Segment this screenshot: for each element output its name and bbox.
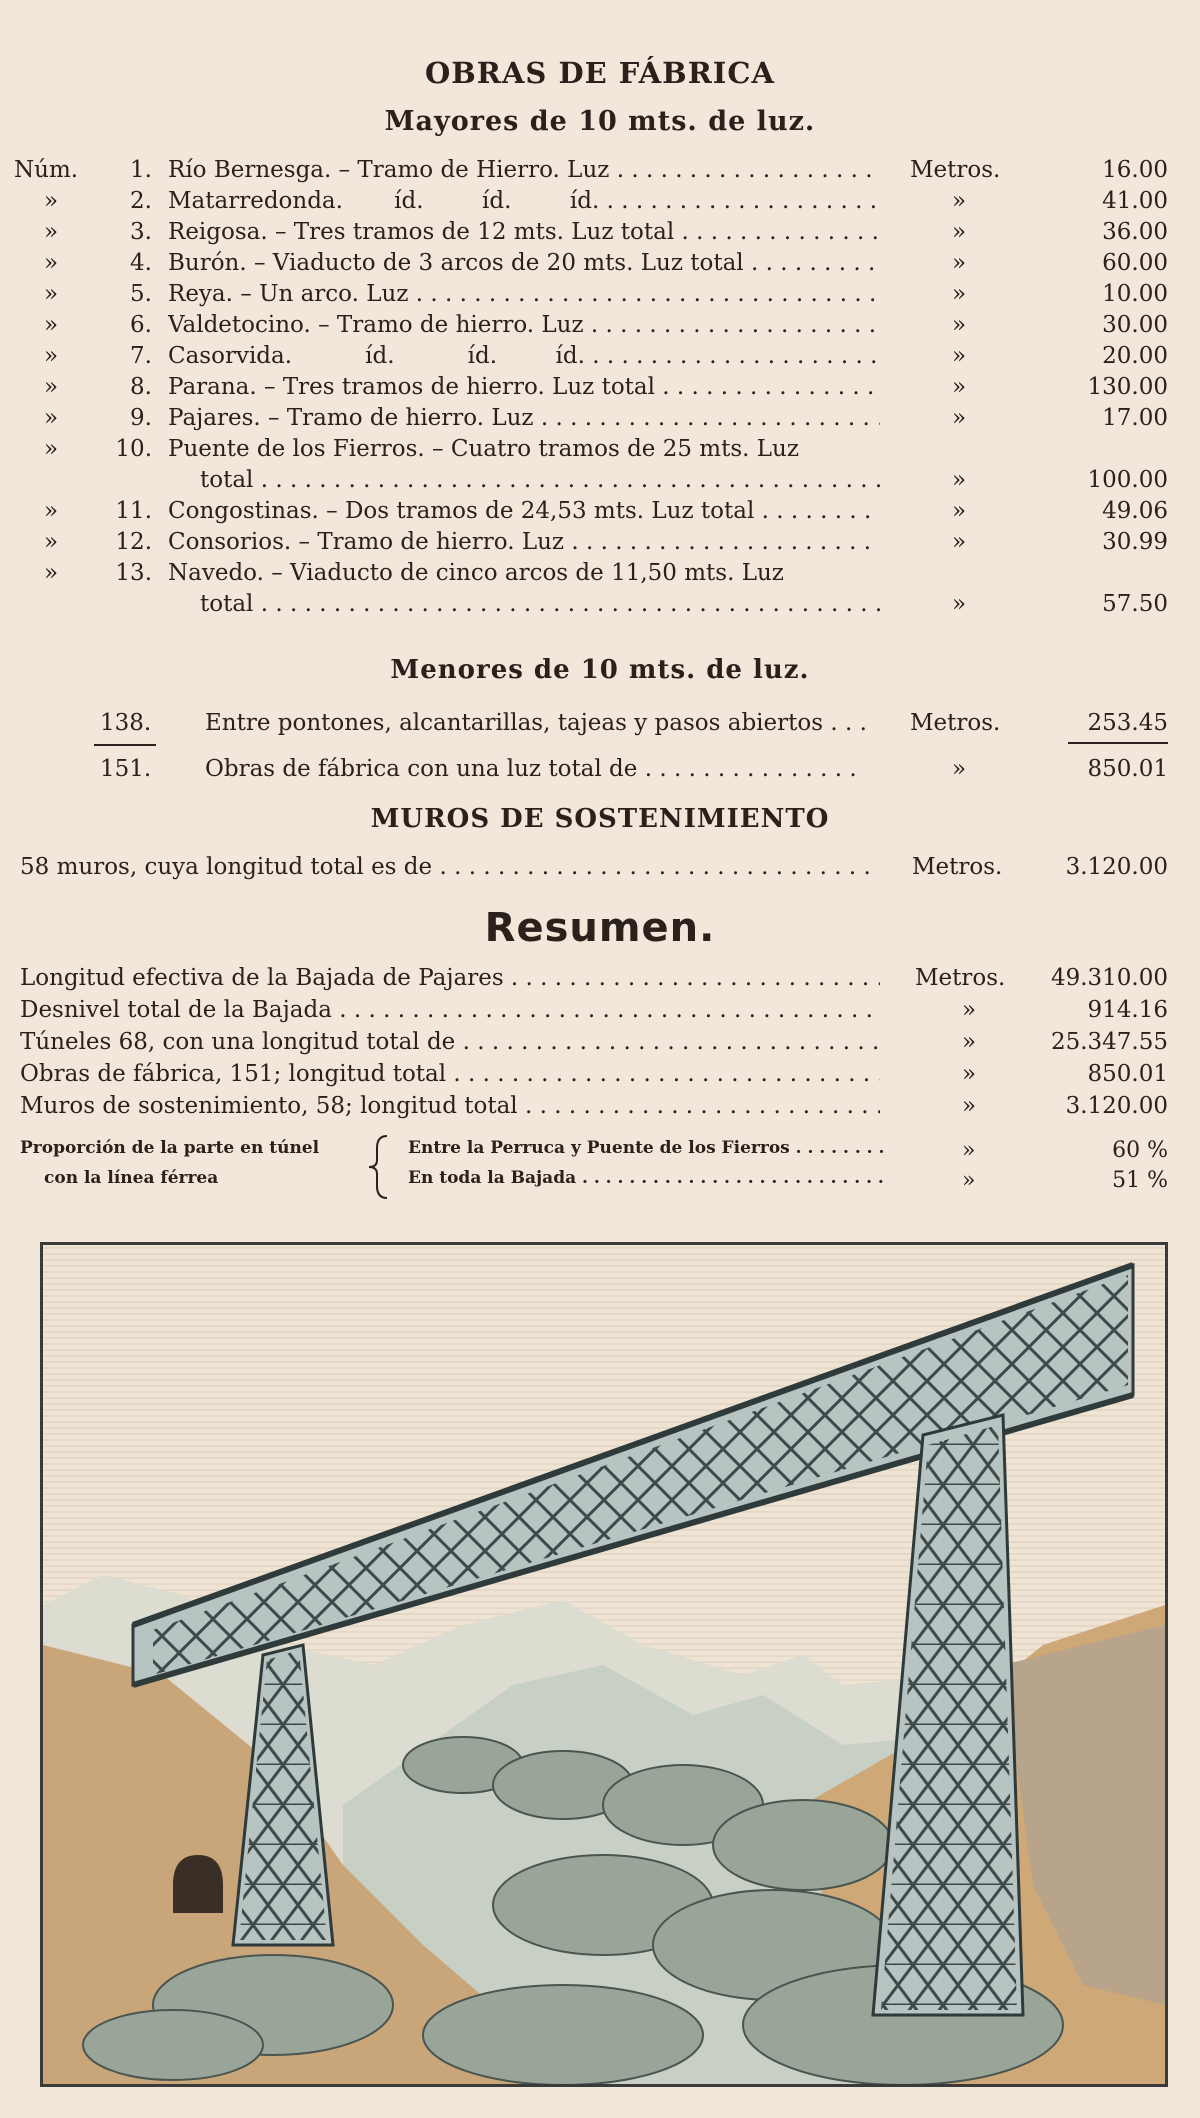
mayores-row [0,250,1200,280]
mayores-heading: Mayores de 10 mts. de luz. [384,106,816,137]
mayores-row [0,281,1200,311]
page-title: OBRAS DE FÁBRICA [425,56,775,90]
item-unit: » [952,374,967,400]
item-number: 12. [115,529,152,555]
item-value: 57.50 [1102,591,1168,617]
proporcion-label: con la línea férrea [44,1168,219,1188]
item-unit: » [952,529,967,555]
resumen-desc: Muros de sostenimiento, 58; longitud total . . . [20,1093,880,1119]
item-unit: Metros. [910,157,1001,183]
proporcion-row [0,1168,1200,1198]
muros-value: 3.120.00 [1065,854,1168,880]
item-value: 41.00 [1102,188,1168,214]
item-number: 4. [130,250,152,276]
ditto-mark: » [44,188,59,214]
item-number: 13. [115,560,152,586]
resumen-desc: Obras de fábrica, 151; longitud total . . . [20,1061,880,1087]
item-number: 3. [130,219,152,245]
menores-value: 850.01 [1087,756,1168,782]
mayores-row [0,343,1200,373]
resumen-row [0,1061,1200,1091]
muros-unit: Metros. [912,854,1003,880]
resumen-unit: » [962,1029,977,1055]
proporcion-unit: » [962,1168,976,1193]
item-description: Congostinas. – Dos tramos de 24,53 mts. Luz total . . . [168,498,880,524]
item-unit: » [952,498,967,524]
ditto-mark: » [44,560,59,586]
item-number: 9. [130,405,152,431]
resumen-desc: Longitud efectiva de la Bajada de Pajares . . . [20,965,880,991]
item-value: 100.00 [1087,467,1168,493]
resumen-unit: Metros. [915,965,1006,991]
item-unit: » [952,343,967,369]
sum-rule [1068,742,1168,744]
muros-desc: 58 muros, cuya longitud total es de . . . [20,854,880,880]
item-description: Casorvida. íd. íd. íd. . . . [168,343,880,369]
bridge-engraving [43,1245,1165,2084]
item-description: Parana. – Tres tramos de hierro. Luz total . . . [168,374,880,400]
item-description: Reya. – Un arco. Luz . . . [168,281,880,307]
item-value: 36.00 [1102,219,1168,245]
item-unit: » [952,467,967,493]
ditto-mark: » [44,219,59,245]
resumen-value: 25.347.55 [1050,1029,1168,1055]
proporcion-value: 60 % [1112,1138,1168,1163]
menores-unit: » [952,756,967,782]
item-number: 2. [130,188,152,214]
resumen-value: 850.01 [1087,1061,1168,1087]
mayores-row [0,219,1200,249]
menores-count: 138. [100,710,152,736]
item-description: Reigosa. – Tres tramos de 12 mts. Luz total . . . [168,219,880,245]
mayores-row [0,529,1200,559]
fraction-rule [94,744,156,746]
item-number: 6. [130,312,152,338]
item-description: Pajares. – Tramo de hierro. Luz . . . [168,405,880,431]
mayores-row [0,188,1200,218]
item-number: 10. [115,436,152,462]
ditto-mark: » [44,374,59,400]
item-value: 16.00 [1102,157,1168,183]
item-value: 49.06 [1102,498,1168,524]
menores-row [0,710,1200,740]
item-description: Matarredonda. íd. íd. íd. . . . [168,188,880,214]
item-number: 8. [130,374,152,400]
proporcion-unit: » [962,1138,976,1163]
ditto-mark: » [44,405,59,431]
menores-desc: Obras de fábrica con una luz total de . . . [205,756,865,782]
ditto-mark: » [44,436,59,462]
menores-desc: Entre pontones, alcantarillas, tajeas y pasos abiertos . . . [205,710,865,736]
item-unit: » [952,188,967,214]
num-label: Núm. [14,157,79,183]
item-unit: » [952,591,967,617]
item-value: 10.00 [1102,281,1168,307]
muros-row [0,854,1200,884]
mayores-row [0,157,1200,187]
resumen-unit: » [962,1061,977,1087]
item-description: Burón. – Viaducto de 3 arcos de 20 mts. Luz total . . . [168,250,880,276]
resumen-row [0,1029,1200,1059]
resumen-row [0,1093,1200,1123]
item-value: 60.00 [1102,250,1168,276]
item-value: 30.99 [1102,529,1168,555]
item-description-cont: total . . . [200,591,880,617]
item-description: Puente de los Fierros. – Cuatro tramos de 25 mts. Luz [168,436,799,462]
mayores-row [0,436,1200,466]
proporcion-desc: En toda la Bajada . . . [408,1168,888,1188]
menores-unit: Metros. [910,710,1001,736]
item-description: Consorios. – Tramo de hierro. Luz . . . [168,529,880,555]
item-description: Valdetocino. – Tramo de hierro. Luz . . . [168,312,880,338]
item-value: 20.00 [1102,343,1168,369]
proporcion-desc: Entre la Perruca y Puente de los Fierros . . . [408,1138,888,1158]
mayores-row [0,312,1200,342]
viaduct-illustration [40,1242,1168,2087]
resumen-value: 3.120.00 [1065,1093,1168,1119]
menores-value: 253.45 [1087,710,1168,736]
ditto-mark: » [44,250,59,276]
mayores-row-cont [0,591,1200,621]
resumen-desc: Túneles 68, con una longitud total de . . . [20,1029,880,1055]
item-number: 1. [130,157,152,183]
resumen-value: 914.16 [1087,997,1168,1023]
resumen-row [0,965,1200,995]
resumen-heading: Resumen. [484,905,716,951]
resumen-desc: Desnivel total de la Bajada . . . [20,997,880,1023]
resumen-unit: » [962,1093,977,1119]
muros-heading: MUROS DE SOSTENIMIENTO [370,804,830,834]
resumen-row [0,997,1200,1027]
menores-count: 151. [100,756,152,782]
ditto-mark: » [44,498,59,524]
menores-row [0,756,1200,786]
item-unit: » [952,281,967,307]
item-value: 30.00 [1102,312,1168,338]
item-number: 5. [130,281,152,307]
item-unit: » [952,312,967,338]
item-description: Navedo. – Viaducto de cinco arcos de 11,50 mts. Luz [168,560,784,586]
mayores-row [0,405,1200,435]
item-unit: » [952,405,967,431]
proporcion-value: 51 % [1112,1168,1168,1193]
proporcion-label: Proporción de la parte en túnel [20,1138,320,1158]
item-unit: » [952,250,967,276]
brace-icon [365,1134,395,1200]
item-unit: » [952,219,967,245]
mayores-row [0,498,1200,528]
item-description-cont: total . . . [200,467,880,493]
proporcion-row [0,1138,1200,1168]
resumen-value: 49.310.00 [1050,965,1168,991]
mayores-row [0,374,1200,404]
ditto-mark: » [44,529,59,555]
item-number: 7. [130,343,152,369]
item-number: 11. [115,498,152,524]
menores-heading: Menores de 10 mts. de luz. [390,655,810,685]
ditto-mark: » [44,312,59,338]
ditto-mark: » [44,281,59,307]
item-value: 17.00 [1102,405,1168,431]
mayores-row-cont [0,467,1200,497]
item-value: 130.00 [1087,374,1168,400]
resumen-unit: » [962,997,977,1023]
mayores-row [0,560,1200,590]
ditto-mark: » [44,343,59,369]
item-description: Río Bernesga. – Tramo de Hierro. Luz . . . [168,157,880,183]
